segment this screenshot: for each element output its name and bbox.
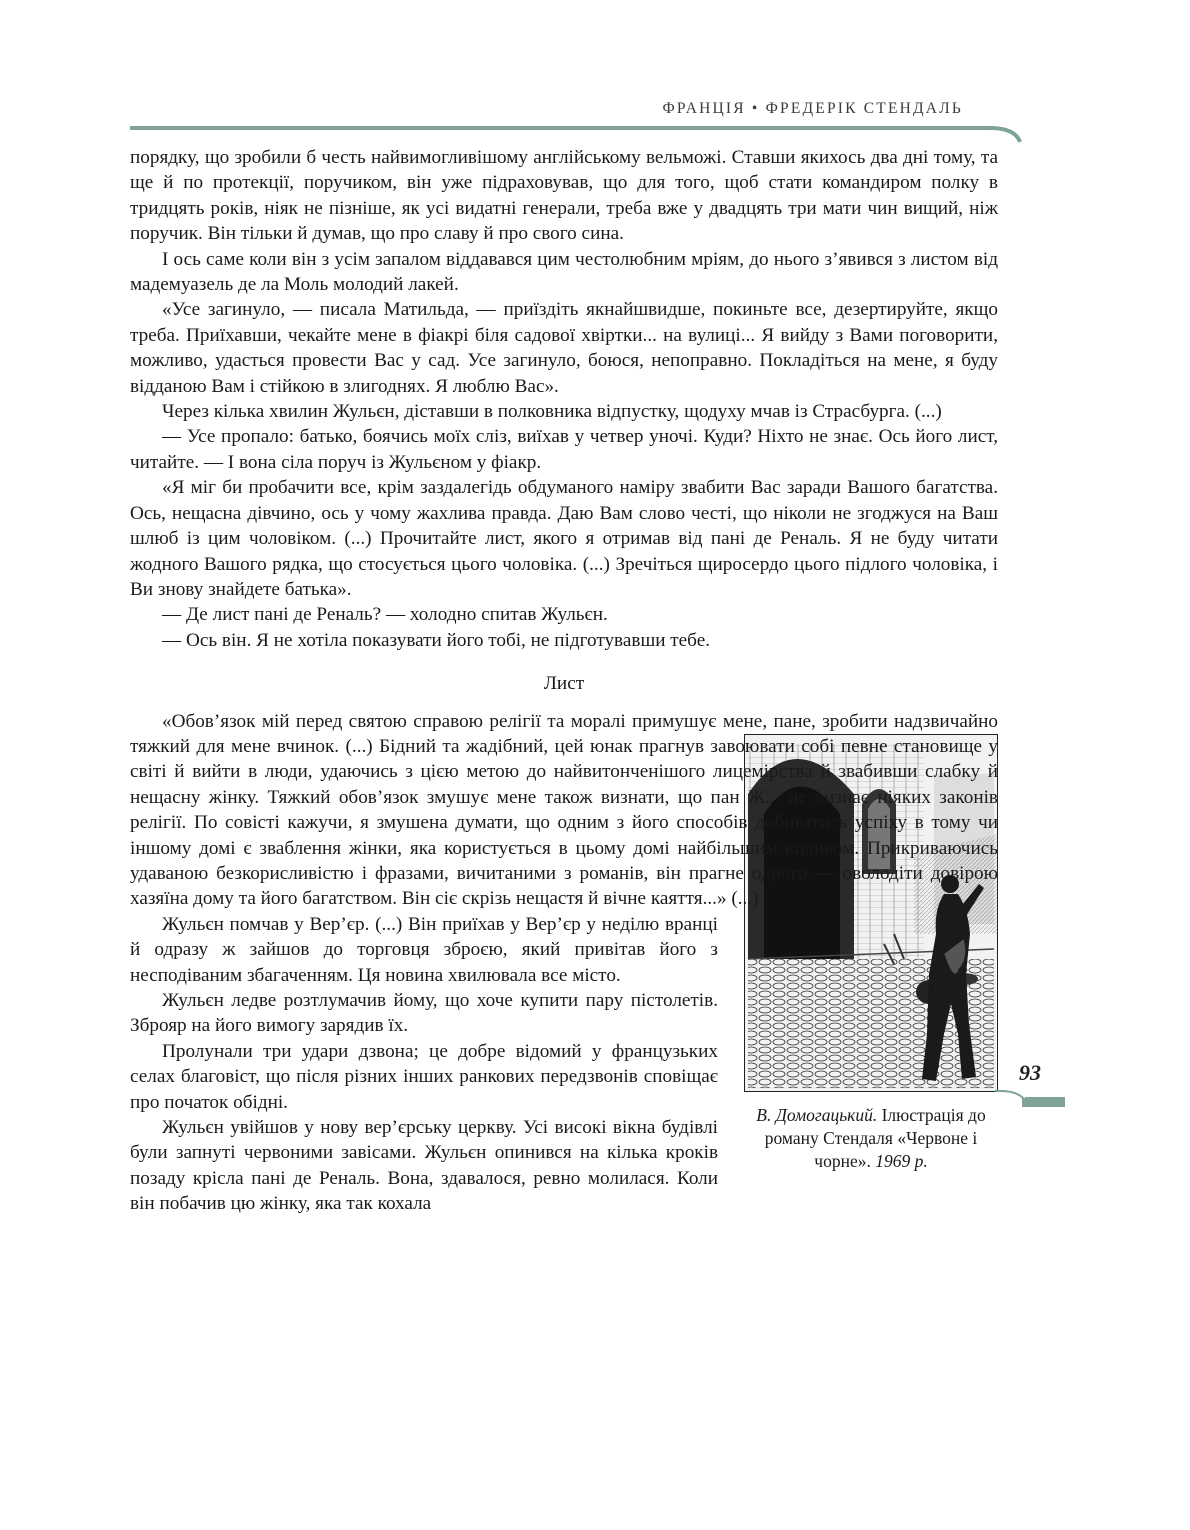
page-number: 93 <box>1019 1060 1041 1085</box>
running-header <box>130 98 965 130</box>
page-footer-tab <box>995 1090 1065 1112</box>
paragraph: «Обов’язок мій перед святою справою релігії та моралі примушує мене, пане, зробити надзвичайно тяжкий для мене вчинок. (...) Бідний та жадібний, цей юнак прагнув завоювати собі певне становище у світі й вийти в люди, удаючись з цією метою до найвитонченішого лицемірства й звабивши слабку й нещасну жінку. Тяжкий обов’язок змушує мене також визнати, що пан Ж... не визнає ніяких законів релігії. По совісті кажучи, я змушена думати, що одним з його способів добиватись успіху в тому чи іншому домі є зваблення жінки, яка користується в цьому домі найбільшим впливом. Прикриваючись удаваною безкорисливістю і фразами, вичитаними з романів, він прагне одного — оволодіти довірою хазяїна дому та його багатством. Він сіє скрізь нещастя й вічне каяття...» (...) <box>130 710 998 910</box>
letter-subheading: Лист <box>543 673 585 695</box>
paragraph: Жульєн помчав у Вер’єр. (...) Він приїхав у Вер’єр у неділю вранці й одразу ж зайшов до торговця зброєю, який привітав його з несподіваним збагаченням. Ця новина хвилювала все місто. <box>130 913 718 986</box>
paragraph: — Ось він. Я не хотіла показувати його тобі, не підготувавши тебе. <box>162 629 711 651</box>
caption-text: Ілюстрація до роману Стендаля «Червоне і чорне». <box>764 1104 986 1171</box>
paragraph: Жульєн ледве розтлумачив йому, що хоче купити пару пістолетів. Зброяр на його вимогу зарядив їх. <box>130 990 718 1037</box>
paragraph: Жульєн увійшов у нову вер’єрську церкву. Усі високі вікна будівлі були запнуті червоними завісами. Жульєн опинився на кілька кроків позаду крісла пані де Реналь. Вона, здавалося, ревно молилася. Коли він побачив цю жінку, яка так кохала <box>130 1117 718 1215</box>
paragraph: Через кілька хвилин Жульєн, діставши в полковника відпустку, щодуху мчав із Страсбурга. (...) <box>162 401 942 423</box>
paragraph: — Усе пропало: батько, боячись моїх сліз, виїхав у четвер уночі. Куди? Ніхто не знає. Ось його лист, читайте. — І вона сіла поруч із Жульєном у фіакр. <box>130 426 998 473</box>
page-body <box>130 145 998 1217</box>
paragraph: — Де лист пані де Реналь? — холодно спитав Жульєн. <box>162 604 608 626</box>
figure-caption <box>744 1104 998 1173</box>
caption-year: 1969 р. <box>875 1150 928 1171</box>
paragraph: «Я міг би пробачити все, крім заздалегідь обдуманого наміру звабити Вас заради Вашого багатства. Ось, нещасна дівчино, ось у чому жахлива правда. Даю Вам слово честі, що ніколи не згоджуся на Ваш шлюб із цим чоловіком. (...) Прочитайте лист, якого я отримав від пані де Реналь. Я не буду читати жодного Вашого рядка, що стосується цього чоловіка. (...) Зречіться щиросердо цього підлого чоловіка, і Ви знову знайдете батька». <box>130 477 998 600</box>
header-title: ФРАНЦІЯ • ФРЕДЕРІК СТЕНДАЛЬ <box>662 100 963 117</box>
paragraph: порядку, що зробили б честь найвимогливішому англійському вельможі. Ставши якихось два дні тому, та ще й по протекції, поручиком, він уже підраховував, що для того, щоб стати командиром полку в тридцять років, ніяк не пізніше, як усі видатні генерали, треба вже у двадцять три мати чин вищий, ніж поручик. Він тільки й думав, що про славу й про свого сина. <box>130 147 998 245</box>
caption-author: В. Домогацький. <box>756 1104 878 1125</box>
paragraph: «Усе загинуло, — писала Матильда, — приїздіть якнайшвидше, покиньте все, дезертируйте, якщо треба. Приїхавши, чекайте мене в фіакрі біля садової хвіртки... на вулиці... Я вийду з Вами поговорити, можливо, удасться провести Вас у сад. Усе загинуло, боюся, непоправно. Покладіться на мене, я буду відданою Вам і стійкою в злигоднях. Я люблю Вас». <box>130 299 998 397</box>
paragraph: І ось саме коли він з усім запалом віддавався цим честолюбним мріям, до нього з’явився з листом від мадемуазель де ла Моль молодий лакей. <box>130 248 998 296</box>
paragraph: Пролунали три удари дзвона; це добре відомий у французьких селах благовіст, що після різних інших ранкових передзвонів сповіщає про початок обідні. <box>130 1040 718 1113</box>
